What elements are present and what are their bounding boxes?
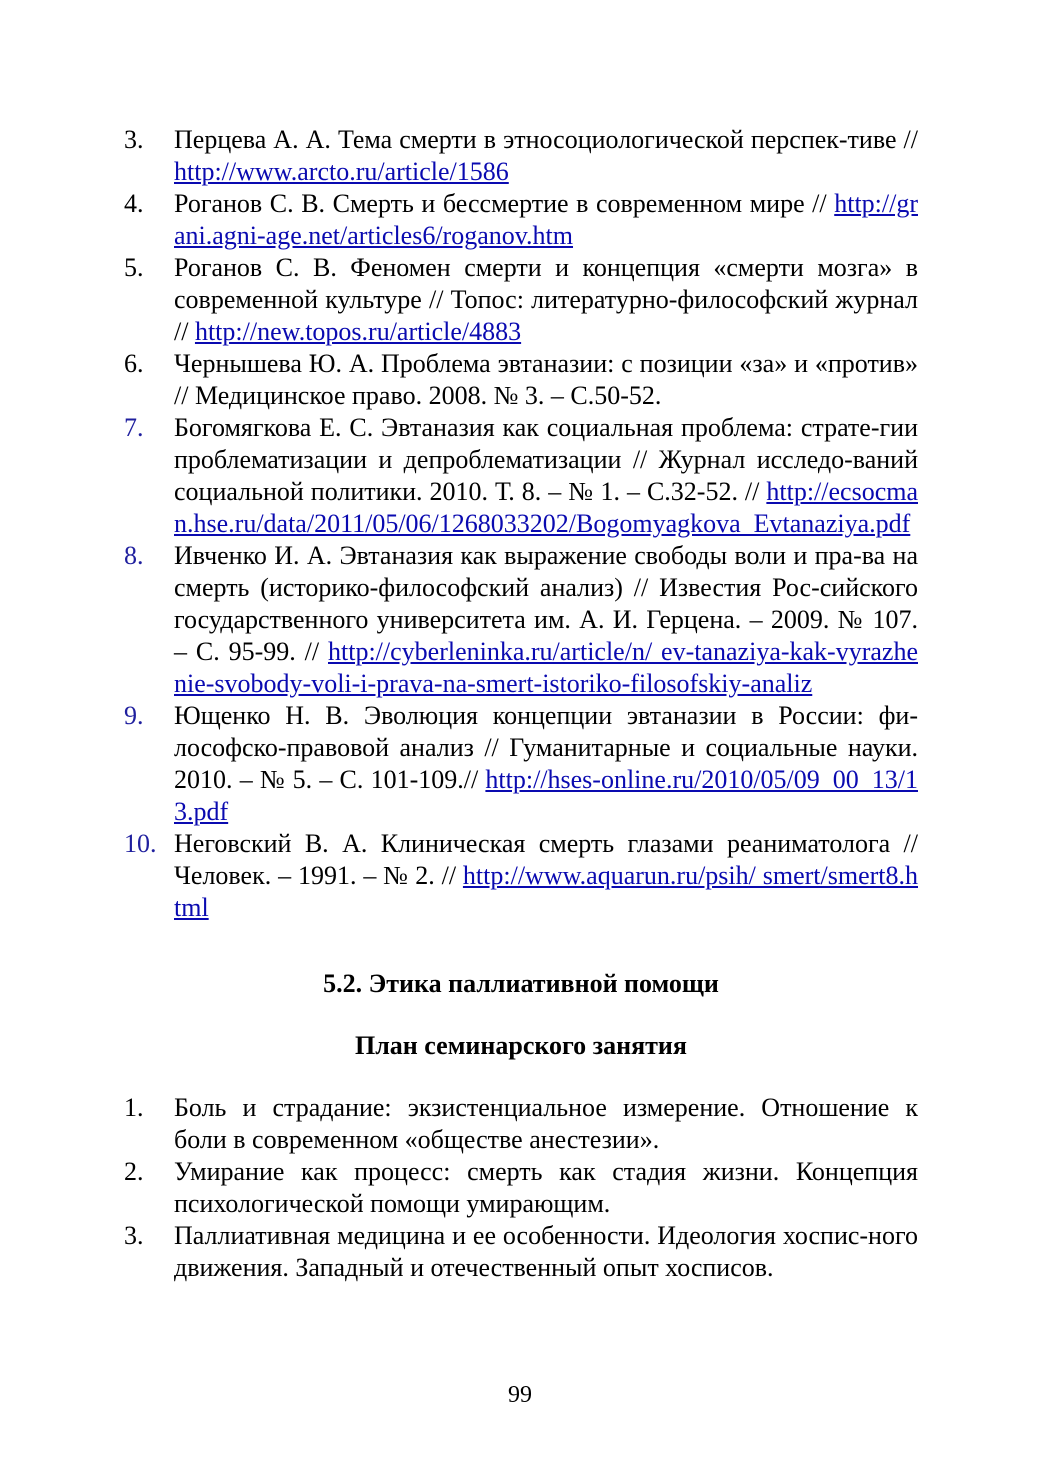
reference-text: Роганов С. В. Феномен смерти и концепция «смерти мозга» в современной культуре // Топос: литературно-философский журнал // http://new.topos.ru/article/4883 (174, 253, 918, 346)
list-number: 4. (124, 189, 144, 218)
list-number: 7. (124, 413, 144, 442)
reference-link[interactable]: http://new.topos.ru/article/4883 (194, 317, 522, 346)
reference-item-5 (124, 252, 918, 348)
plan-text: Боль и страдание: экзистенциальное измерение. Отношение к боли в современном «обществе анестезии». (174, 1093, 918, 1154)
reference-link[interactable]: http://www.arcto.ru/article/1586 (174, 157, 509, 186)
plan-item-3 (124, 1220, 918, 1284)
reference-text: Неговский В. А. Клиническая смерть глазами реаниматолога // Человек. – 1991. – № 2. // http://www.aquarun.ru/psih/ smert/smert8.html (174, 829, 918, 922)
reference-link[interactable]: http://ecsocman.hse.ru/data/2011/05/06/1268033202/Bogomyagkova_Evtanaziya.pdf (174, 477, 918, 538)
plan-text: Паллиативная медицина и ее особенности. Идеология хоспис-ного движения. Западный и отечественный опыт хосписов. (174, 1221, 918, 1282)
plan-item-1 (124, 1092, 918, 1156)
list-number: 10. (124, 829, 157, 858)
list-number: 1. (124, 1093, 144, 1122)
list-number: 2. (124, 1157, 144, 1186)
plan-title: План семинарского занятия (355, 1031, 687, 1060)
list-number: 5. (124, 253, 144, 282)
reference-text: Ющенко Н. В. Эволюция концепции эвтаназии в России: фи-лософско-правовой анализ // Гуманитарные и социальные науки. 2010. – № 5. – С. 101-109.// http://hses-online.ru/2010/05/09_00_13/13.pdf (174, 701, 918, 826)
reference-text: Перцева А. А. Тема смерти в этносоциологической перспек-тиве // http://www.arcto.ru/article/1586 (174, 125, 918, 186)
list-number: 6. (124, 349, 144, 378)
page-number: 99 (508, 1382, 532, 1408)
seminar-plan-list (124, 1092, 918, 1284)
reference-link[interactable]: http://www.aquarun.ru/psih/ smert/smert8.html (174, 861, 918, 922)
list-number: 8. (124, 541, 144, 570)
list-number: 9. (124, 701, 144, 730)
references-list (124, 124, 918, 924)
reference-link[interactable]: http://cyberleninka.ru/article/n/ ev-tanaziya-kak-vyrazhenie-svobody-voli-i-prava-na-smert-istoriko-filosofskiy-analiz (174, 637, 918, 698)
list-number: 3. (124, 1221, 144, 1250)
reference-item-7 (124, 412, 918, 540)
reference-text: Ивченко И. А. Эвтаназия как выражение свободы воли и пра-ва на смерть (историко-философский анализ) // Известия Рос-сийского государственного университета им. А. И. Герцена. – 2009. № 107. – С. 95-99. // http://cyberleninka.ru/article/n/ ev-tanaziya-kak-vyrazhenie-svobody-voli-i-prava-na-smert-istoriko-filosofskiy-analiz (174, 541, 918, 698)
reference-item-8 (124, 540, 918, 700)
plan-text: Умирание как процесс: смерть как стадия жизни. Концепция психологической помощи умирающим. (174, 1157, 918, 1218)
reference-item-9 (124, 700, 918, 828)
reference-link[interactable]: http://grani.agni-age.net/articles6/roganov.htm (174, 189, 918, 250)
reference-item-10 (124, 828, 918, 924)
plan-item-2 (124, 1156, 918, 1220)
reference-item-6 (124, 348, 918, 412)
reference-link[interactable]: http://hses-online.ru/2010/05/09_00_13/13.pdf (174, 765, 918, 826)
reference-item-4 (124, 188, 918, 252)
list-number: 3. (124, 125, 144, 154)
reference-text: Богомягкова Е. С. Эвтаназия как социальная проблема: страте-гии проблематизации и депроблематизации // Журнал исследо-ваний социальной политики. 2010. Т. 8. – № 1. – С.32-52. // http://ecsocman.hse.ru/data/2011/05/06/1268033202/Bogomyagkova_Evtanaziya.pdf (174, 413, 918, 538)
page-content (124, 124, 918, 1284)
section-title: 5.2. Этика паллиативной помощи (323, 969, 719, 998)
reference-text: Роганов С. В. Смерть и бессмертие в современном мире // http://grani.agni-age.net/articles6/roganov.htm (174, 189, 918, 250)
reference-item-3 (124, 124, 918, 188)
reference-text: Чернышева Ю. А. Проблема эвтаназии: с позиции «за» и «против» // Медицинское право. 2008. № 3. – С.50-52. (174, 349, 918, 410)
